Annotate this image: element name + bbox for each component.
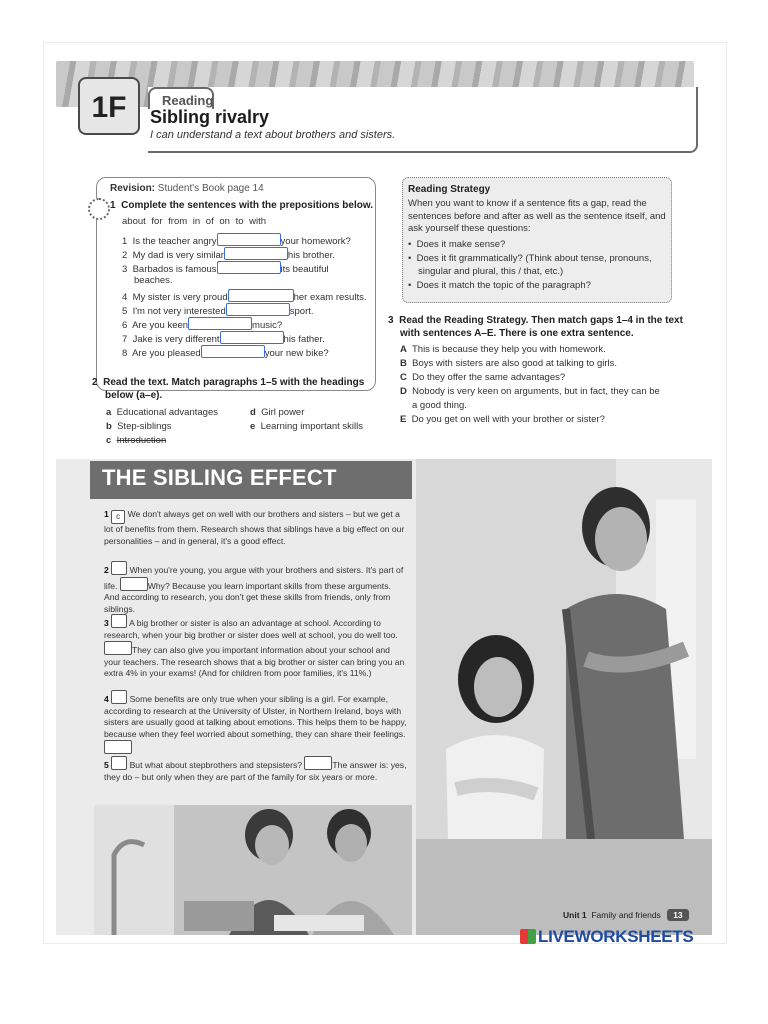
students-studying-photo bbox=[94, 805, 412, 935]
answer-box[interactable] bbox=[111, 561, 127, 575]
ex1-item-4: 4 My sister is very proud her exam results. bbox=[122, 289, 366, 303]
ex1-item-8: 8 Are you pleased your new bike? bbox=[122, 345, 329, 359]
ex1-item-6: 6 Are you keen music? bbox=[122, 317, 282, 331]
sentence-a: A This is because they help you with homework. bbox=[400, 344, 606, 355]
audio-icon bbox=[88, 198, 110, 220]
heading-b: b Step-siblings bbox=[106, 421, 172, 432]
ex1-item-1: 1 Is the teacher angry your homework? bbox=[122, 233, 351, 247]
answer-gap[interactable] bbox=[304, 756, 332, 770]
ex1-item-3-cont: beaches. bbox=[134, 275, 173, 286]
unit-code: 1F bbox=[78, 77, 140, 135]
ex1-item-3: 3 Barbados is famous its beautiful bbox=[122, 261, 329, 275]
answer-gap[interactable] bbox=[217, 261, 281, 274]
answer-box[interactable] bbox=[111, 756, 127, 770]
sentence-d: D Nobody is very keen on arguments, but in fact, they can be bbox=[400, 386, 660, 397]
article-paragraph-5: 5 But what about stepbrothers and stepsisters? The answer is: yes, they do – but only when they are part of the family for six years or more. bbox=[104, 756, 408, 783]
answer-gap[interactable] bbox=[220, 331, 284, 344]
answer-box[interactable] bbox=[111, 690, 127, 704]
answer-gap[interactable] bbox=[104, 641, 132, 655]
liveworksheets-logo[interactable]: LIVEWORKSHEETS bbox=[520, 927, 693, 947]
students-photo-illustration bbox=[94, 805, 412, 935]
revision-label: Revision: Student's Book page 14 bbox=[110, 183, 264, 194]
heading-a: a Educational advantages bbox=[106, 407, 218, 418]
sentence-e: E Do you get on well with your brother or sister? bbox=[400, 414, 605, 425]
heading-c: c Introduction bbox=[106, 435, 167, 446]
page-footer: Unit 1 Family and friends 13 bbox=[563, 909, 689, 921]
exercise3-instruction: 3 Read the Reading Strategy. Then match gaps 1–4 in the text bbox=[388, 315, 683, 326]
answer-gap[interactable] bbox=[217, 233, 281, 246]
siblings-photo bbox=[416, 459, 712, 839]
sentence-c: C Do they offer the same advantages? bbox=[400, 372, 566, 383]
sentence-b: B Boys with sisters are also good at talking to girls. bbox=[400, 358, 618, 369]
article-paragraph-4: 4 Some benefits are only true when your sibling is a girl. For example, according to research at the University of Ulster, in Northern Ireland, boys with sisters are usually good at talking about emotions. This helps them to be happy, because when they feel worried about something, they can share their feelings. bbox=[104, 690, 408, 756]
exercise1-instruction: 1 Complete the sentences with the prepositions below. bbox=[110, 200, 374, 211]
liveworksheets-icon bbox=[520, 929, 536, 944]
article-paragraph-2: 2 When you're young, you argue with your brothers and sisters. It's part of life. Why? Because you learn important skills from these arguments. And according to research, you don't get these skills from friends, only from siblings. bbox=[104, 561, 408, 615]
article-paragraph-1: 1 c We don't always get on well with our brothers and sisters – but we get a lot of benefits from them. Research shows that siblings have a big effect on our personalities – and in general, it's a good effect. bbox=[104, 509, 405, 546]
answer-gap[interactable] bbox=[201, 345, 265, 358]
ex1-item-2: 2 My dad is very similar his brother. bbox=[122, 247, 335, 261]
answer-gap[interactable] bbox=[188, 317, 252, 330]
strategy-title: Reading Strategy bbox=[408, 184, 491, 195]
ex1-item-5: 5 I'm not very interested sport. bbox=[122, 303, 314, 317]
answer-gap[interactable] bbox=[120, 577, 148, 591]
answer-gap[interactable] bbox=[226, 303, 290, 316]
answer-gap[interactable] bbox=[224, 247, 288, 260]
ex1-item-7: 7 Jake is very different his father. bbox=[122, 331, 325, 345]
page-title: Sibling rivalry bbox=[150, 107, 270, 127]
word-bank: about for from in of on to with bbox=[122, 216, 267, 227]
answer-gap[interactable] bbox=[228, 289, 294, 302]
section-tab: Reading bbox=[148, 87, 214, 109]
answer-gap[interactable] bbox=[104, 740, 132, 754]
exercise2-instruction: 2 Read the text. Match paragraphs 1–5 with the headings bbox=[92, 377, 365, 388]
page-number: 13 bbox=[667, 909, 688, 921]
sentence-d-cont: a good thing. bbox=[412, 400, 467, 411]
page-subtitle: I can understand a text about brothers and sisters. bbox=[150, 129, 396, 141]
worksheet-page bbox=[44, 43, 726, 943]
article-paragraph-3: 3 A big brother or sister is also an advantage at school. According to research, when your big brother or sister does well at school, you do well too. They can also give you important information about your school and your teachers. The research shows that a big brother or sister can bring you an extra 4% in your exams! (And for children from poor families, it's 11%.) bbox=[104, 614, 408, 680]
strategy-bullet-1: • Does it make sense? bbox=[408, 239, 506, 250]
article-title: THE SIBLING EFFECT bbox=[102, 465, 337, 490]
exercise3-instruction-line2: with sentences A–E. There is one extra sentence. bbox=[400, 328, 634, 339]
heading-d: d Girl power bbox=[250, 407, 305, 418]
strategy-text: When you want to know if a sentence fits a gap, read the sentences before and after as well as the sentence itself, and ask yourself these questions: bbox=[408, 198, 666, 234]
strategy-bullet-2: • Does it fit grammatically? (Think about tense, pronouns, singular and plural, this / that, etc.) bbox=[408, 253, 652, 277]
siblings-photo-illustration bbox=[416, 459, 712, 839]
answer-box[interactable] bbox=[111, 614, 127, 628]
heading-e: e Learning important skills bbox=[250, 421, 364, 432]
exercise2-instruction-line2: below (a–e). bbox=[105, 390, 163, 401]
answer-box: c bbox=[111, 510, 125, 524]
strategy-bullet-3: • Does it match the topic of the paragraph? bbox=[408, 280, 591, 291]
